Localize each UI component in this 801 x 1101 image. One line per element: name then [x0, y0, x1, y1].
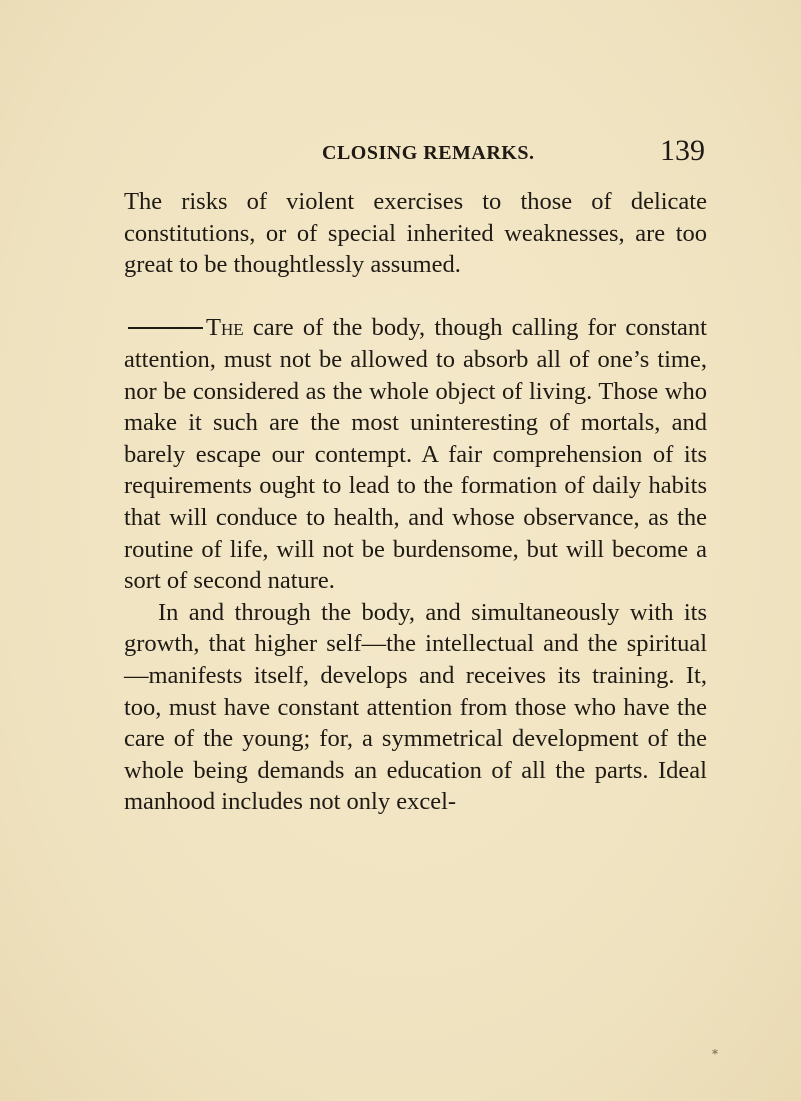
paragraph-1: The risks of violent exercises to those of delicate constitutions, or of special inherited weaknesses, are too great to be thoughtlessly assumed. — [124, 188, 707, 279]
running-head — [0, 134, 801, 170]
page-number: 139 — [660, 134, 705, 167]
paragraph-2-text: care of the body, though calling for constant attention, must not be allowed to absorb all of one’s time, nor be considered as the whole object of living. Those who make it such are the most uninteresting of mortals, and barely escape our contempt. A fair comprehension of its requirements ought to lead to the formation of daily habits that will conduce to health, and whose observance, as the routine of life, will not be burdensome, but will become a sort of second nature. — [124, 314, 707, 595]
body-text — [124, 186, 707, 818]
marginal-mark: * — [712, 1047, 718, 1061]
running-title: CLOSING REMARKS. — [322, 142, 535, 164]
em-dash-rule — [128, 327, 203, 329]
paragraph-2-lead: The — [206, 314, 244, 342]
paragraph-2 — [124, 312, 707, 596]
paragraph-3: In and through the body, and simultaneously with its growth, that higher self—the intellectual and the spiritual—manifests itself, develops and receives its training. It, too, must have constant attention from those who have the care of the young; for, a symmetrical development of the whole being demands an education of all the parts. Ideal manhood includes not only excel- — [124, 598, 707, 816]
